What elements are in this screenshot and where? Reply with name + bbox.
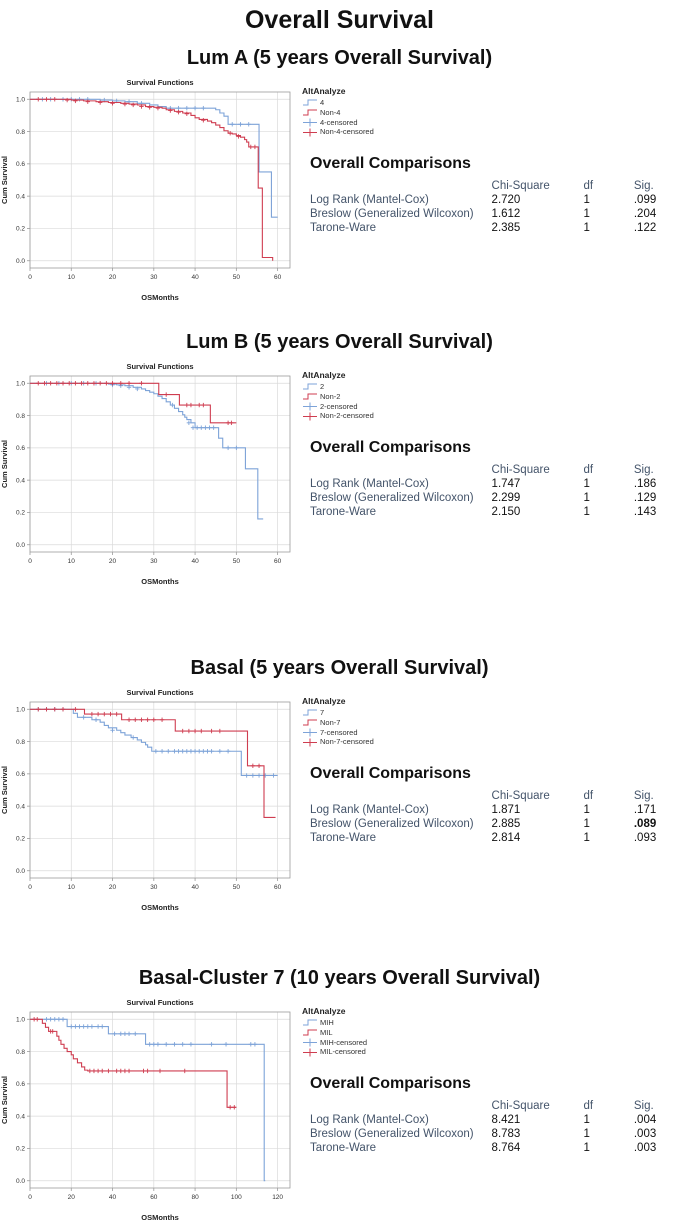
svg-text:OSMonths: OSMonths (141, 903, 179, 912)
chi-square-value: 8.421 (491, 1114, 521, 1126)
legend-item (302, 737, 679, 747)
chart-legend (302, 1006, 679, 1057)
column-header-df: df (583, 1100, 594, 1112)
sig-value: .089 (633, 818, 657, 830)
svg-text:120: 120 (272, 1194, 284, 1201)
test-label: Log Rank (Mantel-Cox) (310, 804, 429, 816)
svg-text:30: 30 (150, 884, 158, 891)
panel-title: Basal-Cluster 7 (10 years Overall Survival) (138, 967, 541, 989)
svg-text:0.0: 0.0 (15, 258, 25, 266)
svg-text:1.0: 1.0 (15, 706, 25, 714)
svg-text:0.6: 0.6 (15, 1081, 25, 1089)
column-header-sig: Sig. (633, 464, 654, 476)
svg-text:0: 0 (28, 1194, 32, 1201)
column-header-sig: Sig. (633, 180, 654, 192)
svg-text:Survival Functions: Survival Functions (126, 78, 194, 87)
sig-value: .004 (633, 1114, 657, 1126)
svg-text:0.0: 0.0 (15, 1178, 25, 1186)
comparisons-title: Overall Comparisons (310, 765, 471, 782)
survival-panel (0, 331, 679, 595)
column-header-chi-square: Chi-Square (491, 1100, 550, 1112)
svg-text:10: 10 (67, 558, 75, 565)
comparisons-header-row (310, 179, 679, 193)
comparisons-table (310, 1099, 679, 1155)
sig-value: .171 (633, 804, 657, 816)
svg-text:30: 30 (150, 274, 158, 281)
table-row (310, 817, 679, 831)
svg-text:Survival Functions: Survival Functions (126, 362, 194, 371)
page-title: Overall Survival (244, 6, 434, 34)
test-label: Tarone-Ware (310, 506, 377, 518)
table-row (310, 1113, 679, 1127)
legend-item-label: MIL (320, 1027, 333, 1037)
legend-line-icon (302, 108, 318, 117)
legend-item (302, 98, 679, 108)
legend-line-icon (302, 708, 318, 717)
column-header-chi-square: Chi-Square (491, 464, 550, 476)
legend-item (302, 708, 679, 718)
column-header-chi-square: Chi-Square (491, 790, 550, 802)
km-chart (0, 76, 302, 311)
comparisons-table (310, 179, 679, 235)
svg-text:0.4: 0.4 (15, 477, 25, 485)
table-row (310, 1127, 679, 1141)
column-header-sig: Sig. (633, 790, 654, 802)
svg-text:0.6: 0.6 (15, 445, 25, 453)
table-row (310, 491, 679, 505)
svg-text:50: 50 (232, 274, 240, 281)
svg-text:10: 10 (67, 274, 75, 281)
svg-text:0.2: 0.2 (15, 835, 25, 843)
legend-item-label: 4 (320, 98, 325, 107)
legend-item-label: MIL-censored (320, 1047, 366, 1057)
sig-value: .129 (633, 492, 657, 504)
km-chart (0, 996, 302, 1231)
legend-title: AltAnalyze (302, 86, 346, 96)
overall-comparisons (302, 155, 679, 235)
legend-title: AltAnalyze (302, 370, 346, 380)
svg-text:Survival Functions: Survival Functions (126, 688, 194, 697)
table-row (310, 1141, 679, 1155)
column-header-blank (310, 463, 492, 477)
legend-item-label: Non-2 (320, 391, 341, 401)
svg-text:40: 40 (108, 1194, 117, 1201)
svg-text:0.8: 0.8 (15, 1048, 25, 1056)
survival-plot (0, 76, 298, 306)
legend-censor-plus-icon (302, 1038, 318, 1047)
column-header-blank (310, 1099, 492, 1113)
test-label: Tarone-Ware (310, 832, 377, 844)
comparisons-title: Overall Comparisons (310, 1075, 471, 1092)
svg-text:80: 80 (191, 1194, 199, 1201)
df-value: 1 (583, 506, 590, 518)
legend-title: AltAnalyze (302, 696, 346, 706)
svg-text:40: 40 (191, 558, 199, 565)
svg-text:60: 60 (274, 274, 282, 281)
sig-value: .003 (633, 1142, 657, 1154)
legend-item-label: Non-7 (320, 717, 341, 727)
legend-item (302, 1038, 679, 1048)
sig-value: .122 (633, 222, 657, 234)
legend-line-icon (302, 1028, 318, 1037)
df-value: 1 (583, 804, 590, 816)
svg-text:0.0: 0.0 (15, 868, 25, 876)
svg-text:Cum Survival: Cum Survival (0, 156, 9, 204)
svg-text:20: 20 (108, 274, 117, 281)
chi-square-value: 2.885 (491, 818, 521, 830)
legend-item-label: MIH-censored (320, 1037, 368, 1047)
legend-items (302, 708, 679, 747)
test-label: Log Rank (Mantel-Cox) (310, 194, 429, 206)
column-header-chi-square: Chi-Square (491, 180, 550, 192)
sig-value: .186 (633, 478, 657, 490)
legend-item (302, 1047, 679, 1057)
comparisons-title: Overall Comparisons (310, 439, 471, 456)
svg-text:20: 20 (108, 884, 117, 891)
svg-text:50: 50 (232, 884, 240, 891)
survival-panel (0, 657, 679, 921)
survival-panel (0, 47, 679, 311)
svg-text:40: 40 (191, 274, 199, 281)
test-label: Tarone-Ware (310, 1142, 377, 1154)
svg-text:0.8: 0.8 (15, 738, 25, 746)
legend-item-label: 7-censored (320, 727, 358, 737)
legend-item (302, 127, 679, 137)
survival-plot (0, 360, 298, 590)
svg-text:1.0: 1.0 (15, 96, 25, 104)
legend-item (302, 1028, 679, 1038)
df-value: 1 (583, 1142, 590, 1154)
legend-line-icon (302, 392, 318, 401)
legend-item (302, 402, 679, 412)
chart-legend (302, 86, 679, 137)
comparisons-table (310, 463, 679, 519)
survival-plot (0, 996, 298, 1226)
svg-text:0.4: 0.4 (15, 1113, 25, 1121)
legend-censor-plus-icon (302, 412, 318, 421)
chi-square-value: 1.871 (491, 804, 521, 816)
panel-title: Lum A (5 years Overall Survival) (186, 47, 493, 69)
test-label: Breslow (Generalized Wilcoxon) (310, 492, 474, 504)
test-label: Breslow (Generalized Wilcoxon) (310, 818, 474, 830)
svg-text:60: 60 (274, 884, 282, 891)
legend-line-icon (302, 98, 318, 107)
legend-censor-plus-icon (302, 738, 318, 747)
chart-legend (302, 370, 679, 421)
km-chart (0, 360, 302, 595)
df-value: 1 (583, 832, 590, 844)
panel-title: Basal (5 years Overall Survival) (190, 657, 489, 679)
sig-value: .003 (633, 1128, 657, 1140)
legend-censor-plus-icon (302, 728, 318, 737)
svg-text:50: 50 (232, 558, 240, 565)
test-label: Tarone-Ware (310, 222, 377, 234)
legend-items (302, 382, 679, 421)
legend-title: AltAnalyze (302, 1006, 346, 1016)
svg-text:60: 60 (274, 558, 282, 565)
survival-panel (0, 967, 679, 1231)
legend-line-icon (302, 382, 318, 391)
svg-text:60: 60 (150, 1194, 158, 1201)
df-value: 1 (583, 492, 590, 504)
legend-censor-plus-icon (302, 402, 318, 411)
svg-text:0.2: 0.2 (15, 1145, 25, 1153)
svg-text:20: 20 (108, 558, 117, 565)
table-row (310, 505, 679, 519)
comparisons-header-row (310, 789, 679, 803)
svg-text:Cum Survival: Cum Survival (0, 1076, 9, 1124)
legend-item-label: 7 (320, 708, 325, 717)
column-header-blank (310, 179, 492, 193)
svg-text:0: 0 (28, 884, 32, 891)
chi-square-value: 1.747 (491, 478, 521, 490)
svg-text:Cum Survival: Cum Survival (0, 766, 9, 814)
svg-text:30: 30 (150, 558, 158, 565)
legend-line-icon (302, 718, 318, 727)
svg-text:0.4: 0.4 (15, 193, 25, 201)
legend-item-label: 2-censored (320, 401, 358, 411)
legend-line-icon (302, 1018, 318, 1027)
chi-square-value: 2.720 (491, 194, 521, 206)
legend-item-label: 2 (320, 382, 325, 391)
sig-value: .143 (633, 506, 657, 518)
svg-text:OSMonths: OSMonths (141, 293, 179, 302)
legend-item-label: Non-7-censored (320, 737, 374, 747)
column-header-df: df (583, 464, 594, 476)
svg-text:Cum Survival: Cum Survival (0, 440, 9, 488)
legend-item-label: Non-4 (320, 107, 341, 117)
svg-text:OSMonths: OSMonths (141, 1213, 179, 1222)
svg-text:0.2: 0.2 (15, 225, 25, 233)
legend-item-label: Non-4-censored (320, 127, 374, 137)
df-value: 1 (583, 222, 590, 234)
df-value: 1 (583, 1114, 590, 1126)
df-value: 1 (583, 818, 590, 830)
legend-item-label: Non-2-censored (320, 411, 374, 421)
legend-item (302, 411, 679, 421)
svg-text:0.6: 0.6 (15, 771, 25, 779)
comparisons-table (310, 789, 679, 845)
chi-square-value: 8.764 (491, 1142, 521, 1154)
svg-text:100: 100 (230, 1194, 242, 1201)
svg-text:20: 20 (67, 1194, 75, 1201)
column-header-sig: Sig. (633, 1100, 654, 1112)
svg-text:0.0: 0.0 (15, 542, 25, 550)
table-row (310, 193, 679, 207)
svg-text:OSMonths: OSMonths (141, 577, 179, 586)
test-label: Breslow (Generalized Wilcoxon) (310, 208, 474, 220)
svg-text:0.2: 0.2 (15, 509, 25, 517)
legend-censor-plus-icon (302, 1048, 318, 1057)
svg-text:40: 40 (191, 884, 199, 891)
overall-comparisons (302, 439, 679, 519)
legend-item (302, 1018, 679, 1028)
comparisons-header-row (310, 1099, 679, 1113)
svg-text:1.0: 1.0 (15, 1016, 25, 1024)
comparisons-header-row (310, 463, 679, 477)
comparisons-title: Overall Comparisons (310, 155, 471, 172)
chi-square-value: 2.814 (491, 832, 521, 844)
svg-text:0.8: 0.8 (15, 412, 25, 420)
column-header-df: df (583, 180, 594, 192)
table-row (310, 831, 679, 845)
chart-legend (302, 696, 679, 747)
column-header-blank (310, 789, 492, 803)
legend-item (302, 718, 679, 728)
legend-item-label: 4-censored (320, 117, 358, 127)
svg-text:0: 0 (28, 558, 32, 565)
svg-text:10: 10 (67, 884, 75, 891)
svg-text:0.4: 0.4 (15, 803, 25, 811)
legend-item (302, 108, 679, 118)
sig-value: .093 (633, 832, 657, 844)
svg-text:0: 0 (28, 274, 32, 281)
chi-square-value: 2.150 (491, 506, 521, 518)
chi-square-value: 2.385 (491, 222, 521, 234)
table-row (310, 207, 679, 221)
legend-censor-plus-icon (302, 118, 318, 127)
table-row (310, 477, 679, 491)
df-value: 1 (583, 208, 590, 220)
overall-comparisons (302, 765, 679, 845)
panels-container (0, 47, 679, 1231)
legend-items (302, 98, 679, 137)
legend-item-label: MIH (320, 1018, 334, 1027)
legend-items (302, 1018, 679, 1057)
chi-square-value: 2.299 (491, 492, 521, 504)
df-value: 1 (583, 194, 590, 206)
svg-text:Survival Functions: Survival Functions (126, 998, 194, 1007)
legend-censor-plus-icon (302, 128, 318, 137)
legend-item (302, 118, 679, 128)
overall-comparisons (302, 1075, 679, 1155)
test-label: Breslow (Generalized Wilcoxon) (310, 1128, 474, 1140)
sig-value: .204 (633, 208, 657, 220)
legend-item (302, 382, 679, 392)
km-chart (0, 686, 302, 921)
legend-item (302, 392, 679, 402)
chi-square-value: 8.783 (491, 1128, 521, 1140)
svg-text:1.0: 1.0 (15, 380, 25, 388)
table-row (310, 221, 679, 235)
svg-text:0.8: 0.8 (15, 128, 25, 136)
table-row (310, 803, 679, 817)
df-value: 1 (583, 1128, 590, 1140)
test-label: Log Rank (Mantel-Cox) (310, 1114, 429, 1126)
test-label: Log Rank (Mantel-Cox) (310, 478, 429, 490)
chi-square-value: 1.612 (491, 208, 521, 220)
svg-text:0.6: 0.6 (15, 161, 25, 169)
survival-plot (0, 686, 298, 916)
panel-title: Lum B (5 years Overall Survival) (186, 331, 493, 353)
column-header-df: df (583, 790, 594, 802)
df-value: 1 (583, 478, 590, 490)
sig-value: .099 (633, 194, 657, 206)
legend-item (302, 728, 679, 738)
